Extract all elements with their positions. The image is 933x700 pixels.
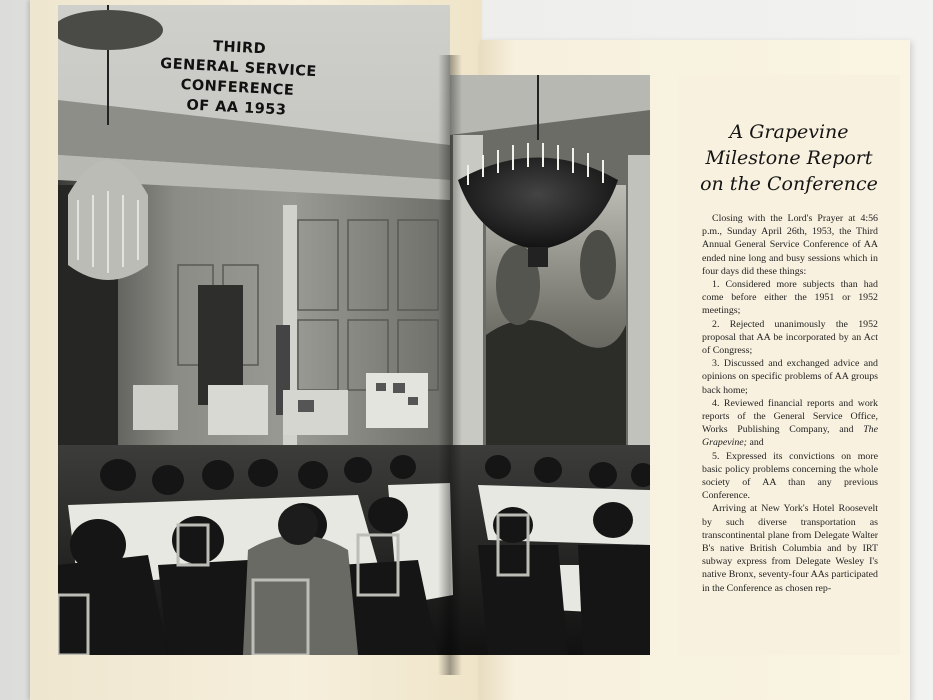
paragraph-intro: Closing with the Lord's Prayer at 4:56 p.m., Sunday April 26th, 1953, the Third Annual General Service Conference of AA ended nine long and busy sessions which in four days did these things: [702,213,878,277]
caption-line-3: OF AA 1953 [186,97,287,119]
headline-line-2: Milestone Report [705,147,873,169]
paragraph-item-4 [702,397,878,450]
paragraph-arriving: Arriving at New York's Hotel Roosevelt by such diverse transportation as transcontinental plane from Delegate Walter B's native British Columbia and by IRT subway express from Delegate Wesley I's native Bronx, seventy-four AAs participated in the Conference as chosen rep- [702,503,878,594]
article-column [678,75,900,655]
paragraph-item-1: 1. Considered more subjects than had come before either the 1951 or 1952 meetings; [702,279,878,317]
grapevine-title: The Grapevine; [702,424,878,449]
caption-line-2: GENERAL SERVICE CONFERENCE [159,55,318,99]
paragraph-item-3: 3. Discussed and exchanged advice and opinions on specific problems of AA groups back home; [702,358,878,396]
paragraph-item-5: 5. Expressed its convictions on more basic policy problems concerning the whole society of AA than any previous Conference. [702,450,878,502]
headline-line-1: A Grapevine [729,121,849,143]
article-headline [678,119,900,197]
photo-caption [106,31,370,124]
paragraph-item-4-tail: and [746,437,764,449]
paragraph-item-2: 2. Rejected unanimously the 1952 proposal that AA be incorporated by an Act of Congress; [702,318,878,357]
paragraph-item-4-text: 4. Reviewed financial reports and work reports of the General Service Office, Works Publishing Company, and [702,397,878,436]
caption-line-1: THIRD [212,38,267,58]
book-gutter-shadow [438,55,462,675]
article-body [702,212,878,595]
headline-line-3: on the Conference [700,173,878,195]
